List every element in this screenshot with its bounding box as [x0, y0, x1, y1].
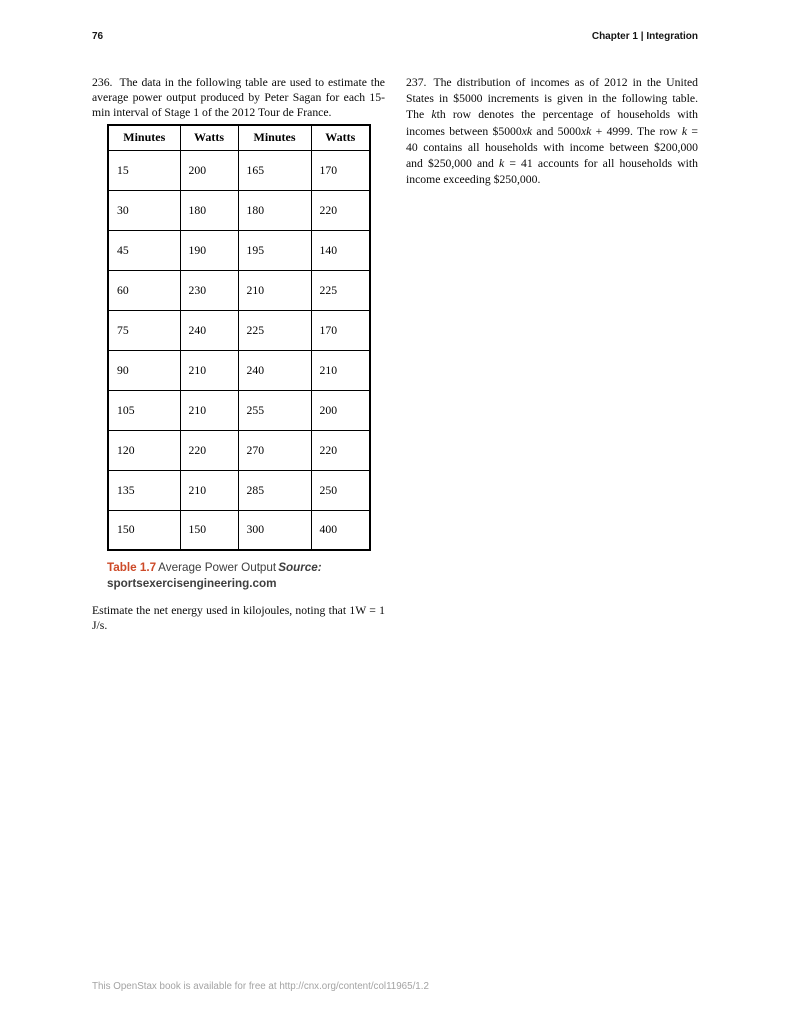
table-row: [108, 230, 370, 270]
table-cell: 30: [108, 190, 180, 230]
table-cell: 180: [180, 190, 238, 230]
column-right: [406, 75, 698, 633]
table-cell: 210: [180, 390, 238, 430]
table-cell: 255: [238, 390, 311, 430]
table-cell: 210: [180, 470, 238, 510]
table-header-watts-2: Watts: [311, 125, 370, 150]
table-row: [108, 190, 370, 230]
problem-237-run: + 4999. The row: [591, 124, 682, 138]
page-number: 76: [92, 31, 104, 42]
table-cell: 170: [311, 310, 370, 350]
table-cell: 170: [311, 150, 370, 190]
table-cell: 210: [180, 350, 238, 390]
problem-237-statement: [406, 75, 698, 188]
column-left: [92, 75, 385, 633]
table-cell: 285: [238, 470, 311, 510]
table-cell: 90: [108, 350, 180, 390]
table-cell: 140: [311, 230, 370, 270]
table-cell: 200: [180, 150, 238, 190]
table-header-minutes-2: Minutes: [238, 125, 311, 150]
table-cell: 400: [311, 510, 370, 550]
table-cell: 200: [311, 390, 370, 430]
problem-237-math-k: k: [499, 157, 505, 171]
content-columns: [92, 75, 698, 633]
page-header: [92, 31, 698, 42]
table-row: [108, 310, 370, 350]
table-cell: 250: [311, 470, 370, 510]
chapter-title: Chapter 1 | Integration: [591, 31, 698, 42]
table-cell: 45: [108, 230, 180, 270]
power-output-table: [107, 124, 371, 551]
table-caption-label: Table 1.7: [107, 561, 157, 574]
table-cell: 190: [180, 230, 238, 270]
table-header-minutes-1: Minutes: [108, 125, 180, 150]
table-caption-source-value: sportsexercisengineering.com: [107, 576, 277, 590]
table-cell: 220: [311, 430, 370, 470]
table-cell: 120: [108, 430, 180, 470]
problem-236-closing: Estimate the net energy used in kilojoules, noting that 1W = 1 J/s.: [92, 604, 385, 632]
problem-236-statement: [92, 75, 385, 120]
table-row: [108, 270, 370, 310]
problem-236-number: 236.: [92, 76, 113, 89]
table-header-watts-1: Watts: [180, 125, 238, 150]
table-row: [108, 470, 370, 510]
table-cell: 195: [238, 230, 311, 270]
table-caption: [107, 560, 369, 591]
table-cell: 225: [311, 270, 370, 310]
table-cell: 220: [180, 430, 238, 470]
table-cell: 300: [238, 510, 311, 550]
problem-237-run: th row denotes the percentage of households with incomes between $5000: [406, 108, 699, 138]
problem-237-run: and 5000: [532, 124, 581, 138]
table-cell: 15: [108, 150, 180, 190]
problem-236-text: The data in the following table are used to estimate the average power output produced by Peter Sagan for each 15-min interval of Stage 1 of the 2012 Tour de France.: [92, 76, 385, 119]
table-cell: 165: [238, 150, 311, 190]
problem-237-run: = 40 contains all households with income between $200,000 and $250,000 and: [406, 124, 699, 171]
table-cell: 220: [311, 190, 370, 230]
table-cell: 75: [108, 310, 180, 350]
table-cell: 240: [180, 310, 238, 350]
table-cell: 270: [238, 430, 311, 470]
table-cell: 230: [180, 270, 238, 310]
table-cell: 150: [180, 510, 238, 550]
table-row: [108, 350, 370, 390]
table-row: [108, 430, 370, 470]
table-row: [108, 510, 370, 550]
table-cell: 60: [108, 270, 180, 310]
table-cell: 105: [108, 390, 180, 430]
page-footer: [92, 981, 429, 992]
problem-237-run: The distribution of incomes as of 2012 in the United States in $5000 increments is given in the following table. The: [406, 76, 698, 122]
footer-attribution-text: This OpenStax book is available for free at http://cnx.org/content/col11965/1.2: [92, 981, 429, 992]
table-cell: 210: [311, 350, 370, 390]
table-cell: 225: [238, 310, 311, 350]
table-cell: 180: [238, 190, 311, 230]
table-cell: 150: [108, 510, 180, 550]
table-cell: 240: [238, 350, 311, 390]
table-cell: 135: [108, 470, 180, 510]
problem-237-run: = 41 accounts for all households with income exceeding $250,000.: [406, 157, 698, 187]
problem-237-math-k: k: [431, 108, 437, 122]
table-row: [108, 390, 370, 430]
table-row: [108, 150, 370, 190]
table-cell: 210: [238, 270, 311, 310]
table-header-row: [108, 125, 370, 150]
problem-237-number: 237.: [406, 76, 427, 89]
problem-237-math-xk: xk: [521, 124, 533, 138]
table-caption-title: Average Power Output: [158, 561, 277, 574]
problem-237-math-xk: xk: [580, 124, 592, 138]
table-caption-source-label: Source:: [278, 561, 322, 574]
problem-237-math-k: k: [681, 124, 688, 138]
